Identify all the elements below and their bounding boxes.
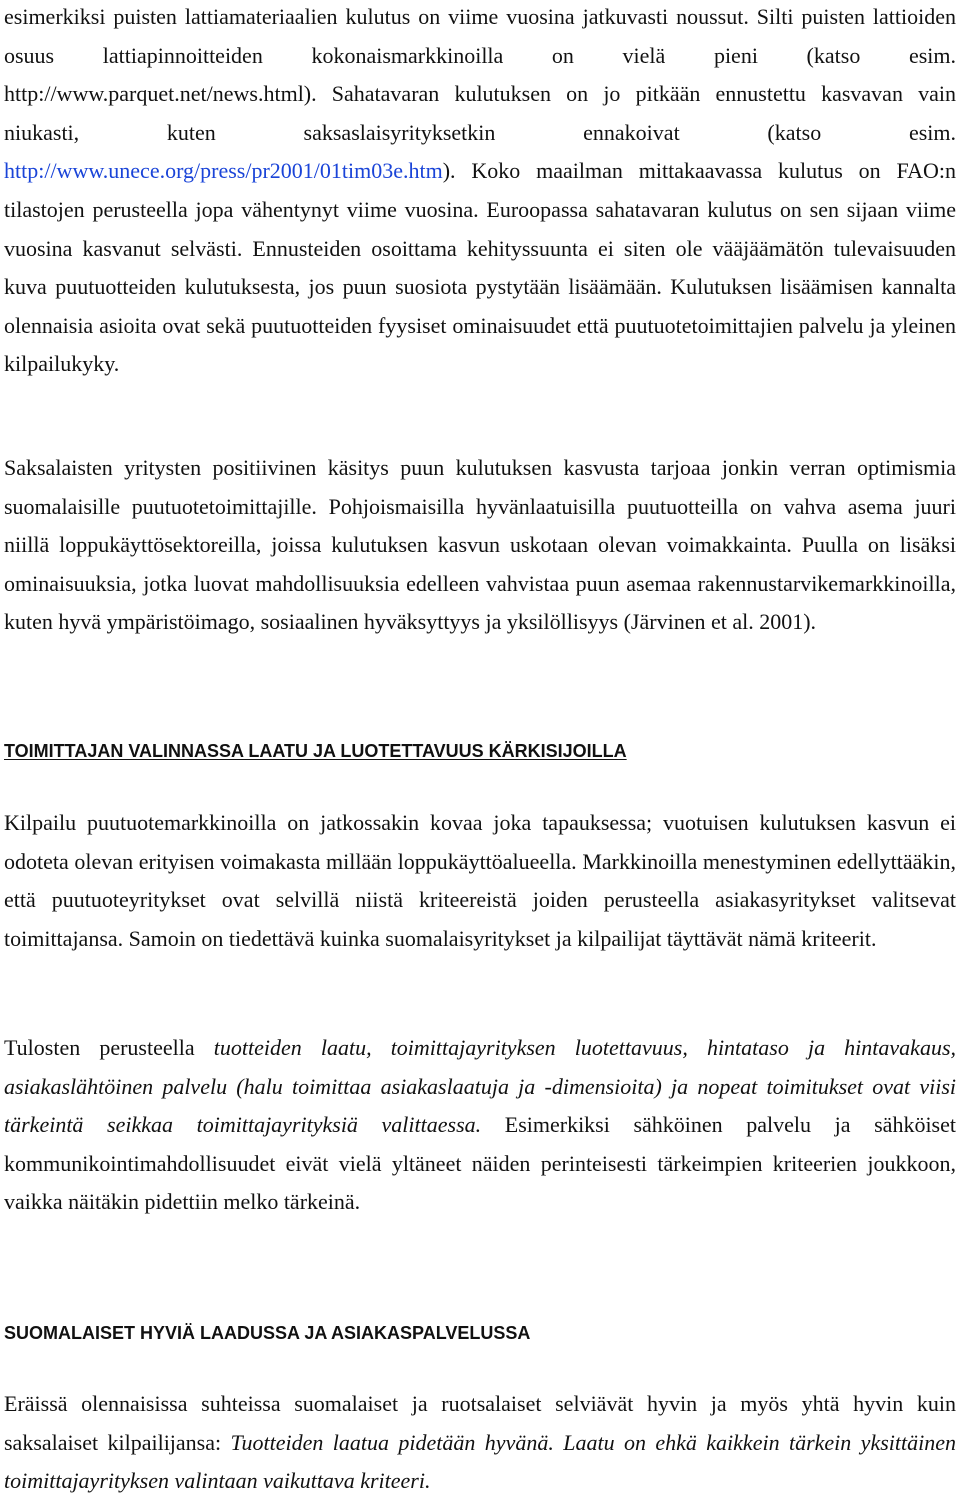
paragraph-4-text-a: Tulosten perusteella [4,1035,214,1060]
paragraph-1-text-a: esimerkiksi puisten lattiamateriaalien kulutus on viime vuosina jatkuvasti noussut. Silti puisten lattioiden osuus lattiapinnoitteiden kokonaismarkkinoilla on vielä pieni (katso esim. http://www.parquet.net/news.html). Sahatavaran kulutuksen on jo pitkään ennustettu kasvavan vain niukasti, kuten saksaslaisyrityksetkin ennakoivat (katso esim. [4,4,956,145]
paragraph-4 [4,1029,956,1222]
section-heading-supplier-selection: TOIMITTAJAN VALINNASSA LAATU JA LUOTETTAVUUS KÄRKISIJOILLA [4,741,627,761]
paragraph-5-italic-quality: Tuotteiden laatua pidetään hyvänä. Laatu on ehkä kaikkein tärkein yksittäinen toimittajayrityksen valintaan vaikuttava kriteeri. [4,1429,956,1494]
paragraph-4-text-b: Esimerkiksi sähköinen palvelu ja sähköiset kommunikointimahdollisuudet eivät vielä yltäneet näiden perinteisesti tärkeimpien kriteerien joukkoon, vaikka näitäkin pidettiin melko tärkeinä. [4,1112,956,1215]
paragraph-3: Kilpailu puutuotemarkkinoilla on jatkossakin kovaa joka tapauksessa; vuotuisen kulutuksen kasvun ei odoteta olevan erityisen voimakasta millään loppukäyttöalueella. Markkinoilla menestyminen edellyttääkin, että puutuoteyritykset ovat selvillä niistä kriteereistä joiden perusteella asiakasyritykset valitsevat toimittajansa. Samoin on tiedettävä kuinka suomalaisyritykset ja kilpailijat täyttävät nämä kriteerit. [4,810,956,951]
section-heading-finnish-quality: SUOMALAISET HYVIÄ LAADUSSA JA ASIAKASPALVELUSSA [4,1323,531,1343]
paragraph-5-text-a: Eräissä olennaisissa suhteissa suomalaiset ja ruotsalaiset selviävät hyvin ja myös yhtä hyvin kuin saksalaiset kilpailijansa: [4,1391,956,1455]
paragraph-1 [4,0,956,384]
paragraph-1-text-b: ). Koko maailman mittakaavassa kulutus on FAO:n tilastojen perusteella jopa vähentynyt viime vuosina. Euroopassa sahatavaran kulutus on sen sijaan viime vuosina kasvanut selvästi. Ennusteiden osoittama kehityssuunta ei siten ole vääjäämätön tulevaisuuden kuva puutuotteiden kulutuksesta, jos puun suosiota pystytään lisäämään. Kulutuksen lisäämisen kannalta olennaisia asioita ovat sekä puutuotteiden fyysiset ominaisuudet että puutuotetoimittajien palvelu ja yleinen kilpailukyky. [4,158,956,377]
unece-link[interactable]: http://www.unece.org/press/pr2001/01tim03e.htm [4,158,443,184]
paragraph-4-italic-findings: tuotteiden laatu, toimittajayrityksen luotettavuus, hintataso ja hintavakaus, asiakaslähtöinen palvelu (halu toimittaa asiakaslaatuja ja -dimensioita) ja nopeat toimitukset ovat viisi tärkeintä seikkaa toimittajayrityksiä valittaessa. [4,1035,957,1138]
paragraph-2: Saksalaisten yritysten positiivinen käsitys puun kulutuksen kasvusta tarjoaa jonkin verran optimismia suomalaisille puutuotetoimittajille. Pohjoismaisilla hyvänlaatuisilla puutuotteilla on vahva asema juuri niillä loppukäyttösektoreilla, joissa kulutuksen kasvun uskotaan olevan voimakkainta. Puulla on lisäksi ominaisuuksia, jotka luovat mahdollisuuksia edelleen vahvistaa puun asemaa rakennustarvikemarkkinoilla, kuten hyvä ympäristöimago, sosiaalinen hyväksyttyys ja yksilöllisyys (Järvinen et al. 2001). [4,455,956,635]
paragraph-5 [4,1385,956,1501]
